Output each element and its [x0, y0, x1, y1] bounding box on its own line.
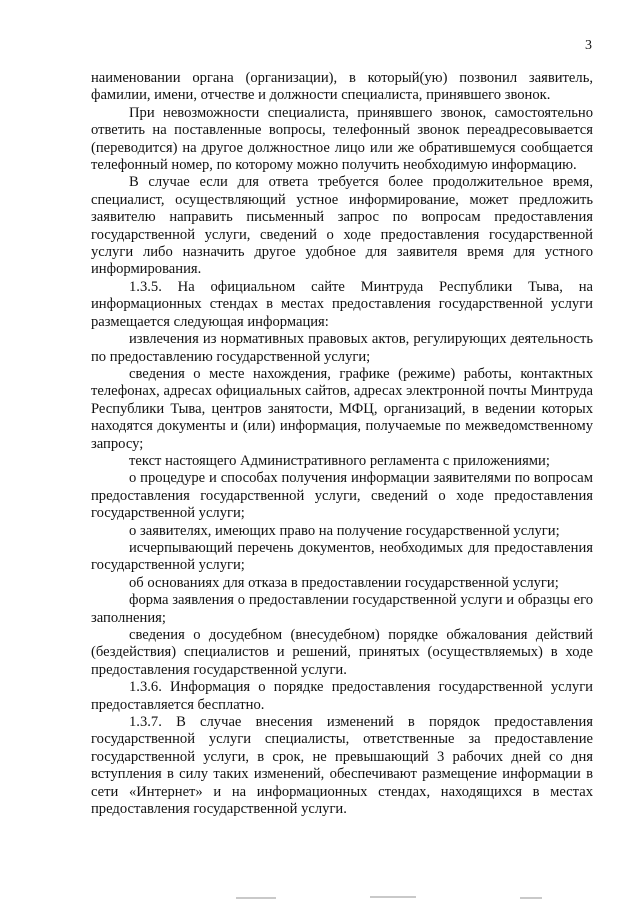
- scan-artifact: [520, 897, 542, 899]
- list-item-regulation-text: текст настоящего Административного регламента с приложениями;: [129, 452, 550, 469]
- paragraph-written-request: В случае если для ответа требуется более продолжительное время, специалист, осуществляющий устное информирование, может предложить заявителю направить письменный запрос по вопросам предоставления государственной услуги, сведений о ходе предоставления государственной услуги либо назначить другое удобное для заявителя время для устного информирования.: [91, 174, 593, 278]
- paragraph-1-3-6: 1.3.6. Информация о порядке предоставления государственной услуги предоставляется бесплатно.: [91, 679, 593, 713]
- list-item-refusal-grounds: об основаниях для отказа в предоставлении государственной услуги;: [129, 574, 559, 591]
- list-item-documents-list: исчерпывающий перечень документов, необходимых для предоставления государственной услуги;: [91, 539, 593, 574]
- list-item-application-form: форма заявления о предоставлении государственной услуги и образцы его заполнения;: [91, 592, 593, 626]
- document-body: [91, 70, 593, 818]
- list-item-locations-contacts: сведения о месте нахождения, графике (режиме) работы, контактных телефонах, адресах официальных сайтов, адресах электронной почты Минтруда Республики Тыва, центров занятости, МФЦ, организаций, в ведении которых находятся документы и (или) информация, получаемые по межведомственному запросу;: [91, 365, 593, 452]
- paragraph-call-redirect: При невозможности специалиста, принявшего звонок, самостоятельно ответить на поставленные вопросы, телефонный звонок переадресовывается (переводится) на другое должностное лицо или же обратившемуся сообщается телефонный номер, по которому можно получить необходимую информацию.: [91, 104, 593, 174]
- page-number: 3: [585, 38, 592, 53]
- list-item-information-procedure: о процедуре и способах получения информации заявителями по вопросам предоставления государственной услуги, сведений о ходе предоставления государственной услуги;: [91, 470, 593, 522]
- paragraph-1-3-7: 1.3.7. В случае внесения изменений в порядок предоставления государственной услуги специалисты, ответственные за предоставление государственной услуги, в срок, не превышающий 3 рабочих дней со дня вступления в силу таких изменений, обеспечивают размещение информации в сети «Интернет» и на информационных стендах, находящихся в местах предоставления государственной услуги.: [91, 714, 593, 818]
- list-item-legal-acts: извлечения из нормативных правовых актов, регулирующих деятельность по предоставлению государственной услуги;: [91, 331, 593, 365]
- list-item-appeal-procedure: сведения о досудебном (внесудебном) порядке обжалования действий (бездействия) специалистов и решений, принятых (осуществляемых) в ходе предоставления государственной услуги.: [91, 627, 593, 678]
- paragraph-contact-name-continued: наименовании органа (организации), в который(ую) позвонил заявитель, фамилии, имени, отчестве и должности специалиста, принявшего звонок.: [91, 70, 593, 104]
- list-item-applicants: о заявителях, имеющих право на получение государственной услуги;: [129, 522, 560, 539]
- paragraph-1-3-5: 1.3.5. На официальном сайте Минтруда Республики Тыва, на информационных стендах в местах предоставления государственной услуги размещается следующая информация:: [91, 278, 593, 330]
- scan-artifact: [370, 896, 416, 898]
- scan-artifact: [236, 897, 276, 899]
